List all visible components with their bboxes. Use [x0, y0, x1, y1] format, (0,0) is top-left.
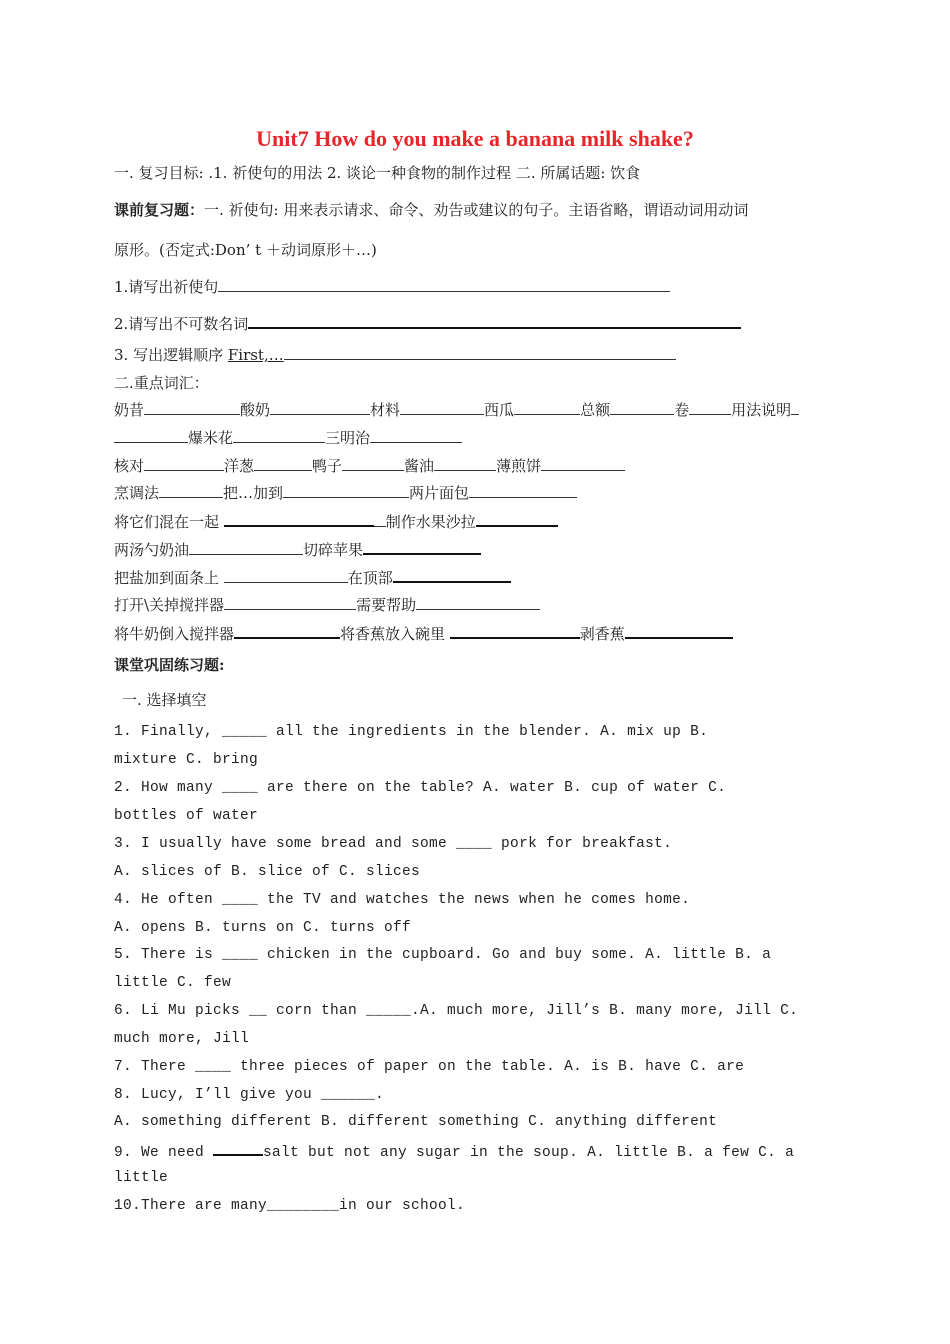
vocab-term: 酸奶	[240, 401, 271, 419]
vocab-term: 将它们混在一起	[114, 513, 224, 531]
question-9	[114, 1140, 794, 1163]
review-heading: 课前复习题：	[114, 201, 205, 219]
vocab-heading: 二.重点词汇：	[114, 374, 209, 392]
exercise-1	[114, 277, 670, 297]
question-line: 7. There ____ three pieces of paper on the table. A. is B. have C. are	[114, 1059, 745, 1075]
vocab-term: 将牛奶倒入搅拌器	[114, 625, 235, 643]
question-line: 2. How many ____ are there on the table? A. water B. cup of water C.	[114, 780, 727, 796]
answer-blank[interactable]	[370, 428, 462, 443]
question-line: little C. few	[114, 975, 232, 991]
answer-blank[interactable]	[224, 511, 374, 527]
exercise-3	[114, 345, 676, 365]
vocab-row	[114, 400, 799, 420]
answer-blank[interactable]	[159, 483, 223, 498]
question-line: 3. I usually have some bread and some ____ pork for breakfast.	[114, 836, 673, 852]
answer-blank[interactable]	[283, 483, 409, 498]
vocab-row	[114, 428, 462, 448]
vocab-term: 材料	[370, 401, 401, 419]
answer-blank[interactable]	[374, 512, 386, 527]
answer-blank[interactable]	[189, 540, 303, 555]
answer-blank[interactable]	[476, 511, 558, 527]
vocab-row	[114, 567, 511, 588]
exercise-2-label: 2.请写出不可数名词	[114, 315, 249, 333]
vocab-term: 薄煎饼	[496, 457, 542, 475]
question-9-rest: salt but not any sugar in the soup. A. little B. a few C. a	[263, 1145, 795, 1161]
vocab-term: 三明治	[325, 429, 371, 447]
answer-blank[interactable]	[224, 568, 348, 583]
answer-blank[interactable]	[416, 595, 540, 610]
answer-blank[interactable]	[363, 539, 481, 555]
vocab-term: 将香蕉放入碗里	[340, 625, 450, 643]
answer-blank[interactable]	[541, 456, 625, 471]
answer-blank[interactable]	[233, 428, 325, 443]
answer-blank[interactable]	[469, 483, 577, 498]
answer-blank[interactable]	[400, 400, 484, 415]
vocab-term: 奶昔	[114, 401, 145, 419]
question-line: 4. He often ____ the TV and watches the news when he comes home.	[114, 892, 691, 908]
answer-blank[interactable]	[254, 456, 312, 471]
question-line: 10.There are many________in our school.	[114, 1198, 466, 1214]
vocab-term: 两片面包	[409, 484, 470, 502]
answer-blank[interactable]	[270, 400, 370, 415]
review-intro	[114, 200, 748, 220]
answer-blank[interactable]	[114, 428, 188, 443]
question-line: 6. Li Mu picks __ corn than _____.A. much more, Jill’s B. many more, Jill C.	[114, 1003, 799, 1019]
vocab-term: 切碎苹果	[303, 541, 364, 559]
vocab-term: 制作水果沙拉	[385, 513, 476, 531]
vocab-term: 烹调法	[114, 484, 160, 502]
vocab-row	[114, 539, 481, 560]
vocab-row	[114, 511, 558, 532]
vocab-term: 在顶部	[347, 569, 393, 587]
answer-blank[interactable]	[791, 400, 799, 415]
answer-blank[interactable]	[434, 456, 496, 471]
question-line: 5. There is ____ chicken in the cupboard. Go and buy some. A. little B. a	[114, 947, 772, 963]
question-line: 1. Finally, _____ all the ingredients in the blender. A. mix up B.	[114, 724, 709, 740]
practice-heading: 课堂巩固练习题:	[114, 656, 225, 674]
question-line: 8. Lucy, I’ll give you ______.	[114, 1087, 385, 1103]
answer-blank[interactable]	[284, 345, 676, 360]
answer-blank[interactable]	[514, 400, 580, 415]
question-line: A. something different B. different something C. anything different	[114, 1114, 718, 1130]
question-line: mixture C. bring	[114, 752, 259, 768]
vocab-term: 两汤勺奶油	[114, 541, 190, 559]
vocab-term: 总额	[580, 401, 611, 419]
vocab-term: 核对	[114, 457, 145, 475]
answer-blank[interactable]	[248, 313, 741, 329]
answer-blank[interactable]	[224, 595, 356, 610]
question-line: A. slices of B. slice of C. slices	[114, 864, 421, 880]
question-line: bottles of water	[114, 808, 259, 824]
question-line: A. opens B. turns on C. turns off	[114, 920, 412, 936]
vocab-row	[114, 456, 625, 476]
answer-blank[interactable]	[393, 567, 511, 583]
question-line: little	[114, 1170, 169, 1186]
section-heading: 一. 选择填空	[122, 691, 207, 709]
vocab-term: 打开\关掉搅拌器	[114, 596, 225, 614]
question-9-start: 9. We need	[114, 1145, 214, 1161]
answer-blank[interactable]	[144, 456, 224, 471]
answer-blank[interactable]	[689, 400, 731, 415]
vocab-term: 酱油	[404, 457, 435, 475]
answer-blank[interactable]	[213, 1140, 263, 1156]
review-text-2: 原形。(否定式:Don’ t ＋动词原形＋…)	[114, 241, 377, 259]
exercise-3-label: 3. 写出逻辑顺序	[114, 346, 228, 364]
answer-blank[interactable]	[234, 623, 340, 639]
vocab-term: 鸭子	[312, 457, 343, 475]
answer-blank[interactable]	[610, 400, 674, 415]
vocab-term: 西瓜	[484, 401, 515, 419]
review-text-1: 一. 祈使句: 用来表示请求、命令、劝告或建议的句子。主语省略，谓语动词用动词	[204, 201, 749, 219]
vocab-term: 用法说明	[731, 401, 792, 419]
exercise-2	[114, 313, 741, 334]
exercise-1-label: 1.请写出祈使句	[114, 278, 219, 296]
vocab-term: 需要帮助	[356, 596, 417, 614]
answer-blank[interactable]	[218, 277, 670, 292]
vocab-term: 爆米花	[188, 429, 234, 447]
vocab-row	[114, 595, 540, 615]
first-word: First,…	[227, 346, 284, 364]
answer-blank[interactable]	[342, 456, 404, 471]
vocab-row	[114, 483, 577, 503]
answer-blank[interactable]	[144, 400, 240, 415]
vocab-term: 洋葱	[224, 457, 255, 475]
answer-blank[interactable]	[625, 623, 733, 639]
vocab-term: 把盐加到面条上	[114, 569, 224, 587]
vocab-term: 把…加到	[223, 484, 284, 502]
vocab-term: 卷	[674, 401, 690, 419]
vocab-row	[114, 623, 733, 644]
review-goals: 一. 复习目标: .1. 祈使句的用法 2. 谈论一种食物的制作过程 二. 所属话题: 饮食	[114, 164, 641, 182]
page-title: Unit7 How do you make a banana milk shake?	[256, 126, 694, 151]
question-line: much more, Jill	[114, 1031, 250, 1047]
answer-blank[interactable]	[450, 623, 580, 639]
vocab-term: 剥香蕉	[579, 625, 625, 643]
